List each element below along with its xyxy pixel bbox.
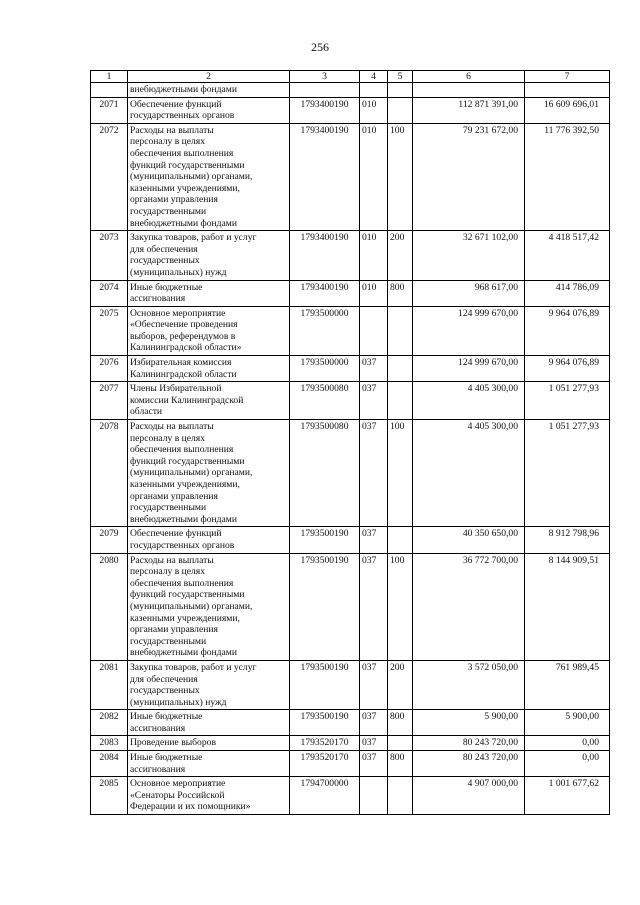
ministry-code-cell: 037: [360, 420, 388, 527]
expense-name-cell: Обеспечение функций государственных органов: [128, 97, 290, 123]
table-row: [91, 420, 610, 527]
expense-type-cell: 200: [388, 660, 413, 709]
expense-name-cell: внебюджетными фондами: [128, 83, 290, 98]
ministry-code-cell: 037: [360, 356, 388, 382]
ministry-code-cell: 037: [360, 382, 388, 420]
expense-type-cell: [388, 382, 413, 420]
column-header: 2: [128, 71, 290, 83]
target-code-cell: 1793500080: [290, 382, 360, 420]
executed-amount-cell: 9 964 076,89: [525, 306, 610, 355]
table-row: [91, 280, 610, 306]
row-number-cell: 2083: [91, 736, 128, 751]
row-number-cell: 2077: [91, 382, 128, 420]
executed-amount-cell: 1 051 277,93: [525, 382, 610, 420]
expense-type-cell: 100: [388, 420, 413, 527]
table-row: [91, 382, 610, 420]
ministry-code-cell: 037: [360, 527, 388, 553]
row-number-cell: 2082: [91, 710, 128, 736]
planned-amount-cell: 4 907 000,00: [413, 777, 525, 815]
table-row: [91, 356, 610, 382]
expense-type-cell: [388, 83, 413, 98]
target-code-cell: 1793500080: [290, 420, 360, 527]
expense-name-cell: Иные бюджетные ассигнования: [128, 751, 290, 777]
executed-amount-cell: 5 900,00: [525, 710, 610, 736]
executed-amount-cell: 9 964 076,89: [525, 356, 610, 382]
table-row: [91, 736, 610, 751]
target-code-cell: 1793500000: [290, 306, 360, 355]
expense-type-cell: 800: [388, 710, 413, 736]
table-row: [91, 660, 610, 709]
planned-amount-cell: 112 871 391,00: [413, 97, 525, 123]
ministry-code-cell: [360, 306, 388, 355]
table-row: [91, 123, 610, 230]
target-code-cell: 1793500190: [290, 527, 360, 553]
planned-amount-cell: 124 999 670,00: [413, 306, 525, 355]
expense-type-cell: 100: [388, 123, 413, 230]
expense-name-cell: Расходы на выплаты персоналу в целях обеспечения выполнения функций государственными (муниципальными) органами, казенными учреждениями, органами управления государственными внебюджетными фондами: [128, 420, 290, 527]
table-row: [91, 553, 610, 660]
row-number-cell: 2074: [91, 280, 128, 306]
executed-amount-cell: 8 912 798,96: [525, 527, 610, 553]
target-code-cell: 1793400190: [290, 123, 360, 230]
ministry-code-cell: [360, 777, 388, 815]
expense-type-cell: 100: [388, 553, 413, 660]
executed-amount-cell: [525, 83, 610, 98]
expense-type-cell: [388, 97, 413, 123]
target-code-cell: [290, 83, 360, 98]
planned-amount-cell: 4 405 300,00: [413, 382, 525, 420]
column-header: 1: [91, 71, 128, 83]
row-number-cell: [91, 83, 128, 98]
row-number-cell: 2075: [91, 306, 128, 355]
executed-amount-cell: 0,00: [525, 736, 610, 751]
expense-name-cell: Иные бюджетные ассигнования: [128, 280, 290, 306]
expense-name-cell: Иные бюджетные ассигнования: [128, 710, 290, 736]
table-row: [91, 751, 610, 777]
table-row: [91, 306, 610, 355]
expense-name-cell: Основное мероприятие «Обеспечение проведения выборов, референдумов в Калининградской области»: [128, 306, 290, 355]
expense-type-cell: [388, 527, 413, 553]
target-code-cell: 1793500190: [290, 553, 360, 660]
expense-name-cell: Избирательная комиссия Калининградской области: [128, 356, 290, 382]
expense-type-cell: 800: [388, 751, 413, 777]
row-number-cell: 2079: [91, 527, 128, 553]
column-header: 3: [290, 71, 360, 83]
expense-name-cell: Обеспечение функций государственных органов: [128, 527, 290, 553]
expense-name-cell: Основное мероприятие «Сенаторы Российской Федерации и их помощники»: [128, 777, 290, 815]
planned-amount-cell: 4 405 300,00: [413, 420, 525, 527]
target-code-cell: 1793520170: [290, 751, 360, 777]
planned-amount-cell: 124 999 670,00: [413, 356, 525, 382]
ministry-code-cell: 010: [360, 280, 388, 306]
table-row: [91, 710, 610, 736]
table-row: [91, 527, 610, 553]
expense-name-cell: Проведение выборов: [128, 736, 290, 751]
ministry-code-cell: 037: [360, 751, 388, 777]
target-code-cell: 1793400190: [290, 280, 360, 306]
planned-amount-cell: 80 243 720,00: [413, 736, 525, 751]
executed-amount-cell: 16 609 696,01: [525, 97, 610, 123]
table-row: [91, 97, 610, 123]
row-number-cell: 2084: [91, 751, 128, 777]
planned-amount-cell: [413, 83, 525, 98]
row-number-cell: 2076: [91, 356, 128, 382]
column-header: 5: [388, 71, 413, 83]
ministry-code-cell: 037: [360, 660, 388, 709]
column-header: 7: [525, 71, 610, 83]
row-number-cell: 2085: [91, 777, 128, 815]
row-number-cell: 2078: [91, 420, 128, 527]
expense-name-cell: Расходы на выплаты персоналу в целях обеспечения выполнения функций государственными (муниципальными) органами, казенными учреждениями, органами управления государственными внебюджетными фондами: [128, 553, 290, 660]
row-number-cell: 2072: [91, 123, 128, 230]
target-code-cell: 1793400190: [290, 97, 360, 123]
ministry-code-cell: 037: [360, 736, 388, 751]
expense-type-cell: [388, 736, 413, 751]
ministry-code-cell: 037: [360, 553, 388, 660]
target-code-cell: 1793400190: [290, 231, 360, 280]
planned-amount-cell: 40 350 650,00: [413, 527, 525, 553]
planned-amount-cell: 32 671 102,00: [413, 231, 525, 280]
target-code-cell: 1793500000: [290, 356, 360, 382]
expense-type-cell: [388, 356, 413, 382]
planned-amount-cell: 36 772 700,00: [413, 553, 525, 660]
expense-type-cell: 800: [388, 280, 413, 306]
ministry-code-cell: 010: [360, 231, 388, 280]
ministry-code-cell: 010: [360, 97, 388, 123]
planned-amount-cell: 80 243 720,00: [413, 751, 525, 777]
target-code-cell: 1793520170: [290, 736, 360, 751]
column-header: 6: [413, 71, 525, 83]
expense-type-cell: 200: [388, 231, 413, 280]
budget-table: [90, 70, 610, 815]
row-number-cell: 2073: [91, 231, 128, 280]
ministry-code-cell: [360, 83, 388, 98]
planned-amount-cell: 5 900,00: [413, 710, 525, 736]
executed-amount-cell: 761 989,45: [525, 660, 610, 709]
target-code-cell: 1793500190: [290, 660, 360, 709]
ministry-code-cell: 037: [360, 710, 388, 736]
executed-amount-cell: 414 786,09: [525, 280, 610, 306]
planned-amount-cell: 968 617,00: [413, 280, 525, 306]
expense-type-cell: [388, 306, 413, 355]
row-number-cell: 2080: [91, 553, 128, 660]
expense-name-cell: Расходы на выплаты персоналу в целях обеспечения выполнения функций государственными (муниципальными) органами, казенными учреждениями, органами управления государственными внебюджетными фондами: [128, 123, 290, 230]
expense-name-cell: Члены Избирательной комиссии Калининградской области: [128, 382, 290, 420]
expense-name-cell: Закупка товаров, работ и услуг для обеспечения государственных (муниципальных) нужд: [128, 660, 290, 709]
page-number: 256: [311, 40, 329, 54]
expense-type-cell: [388, 777, 413, 815]
expense-name-cell: Закупка товаров, работ и услуг для обеспечения государственных (муниципальных) нужд: [128, 231, 290, 280]
table-row: [91, 231, 610, 280]
target-code-cell: 1793500190: [290, 710, 360, 736]
executed-amount-cell: 11 776 392,50: [525, 123, 610, 230]
executed-amount-cell: 0,00: [525, 751, 610, 777]
table-row: [91, 83, 610, 98]
executed-amount-cell: 8 144 909,51: [525, 553, 610, 660]
table-header-row: [91, 71, 610, 83]
row-number-cell: 2071: [91, 97, 128, 123]
executed-amount-cell: 1 051 277,93: [525, 420, 610, 527]
planned-amount-cell: 3 572 050,00: [413, 660, 525, 709]
target-code-cell: 1794700000: [290, 777, 360, 815]
planned-amount-cell: 79 231 672,00: [413, 123, 525, 230]
table-row: [91, 777, 610, 815]
ministry-code-cell: 010: [360, 123, 388, 230]
executed-amount-cell: 4 418 517,42: [525, 231, 610, 280]
executed-amount-cell: 1 001 677,62: [525, 777, 610, 815]
column-header: 4: [360, 71, 388, 83]
row-number-cell: 2081: [91, 660, 128, 709]
